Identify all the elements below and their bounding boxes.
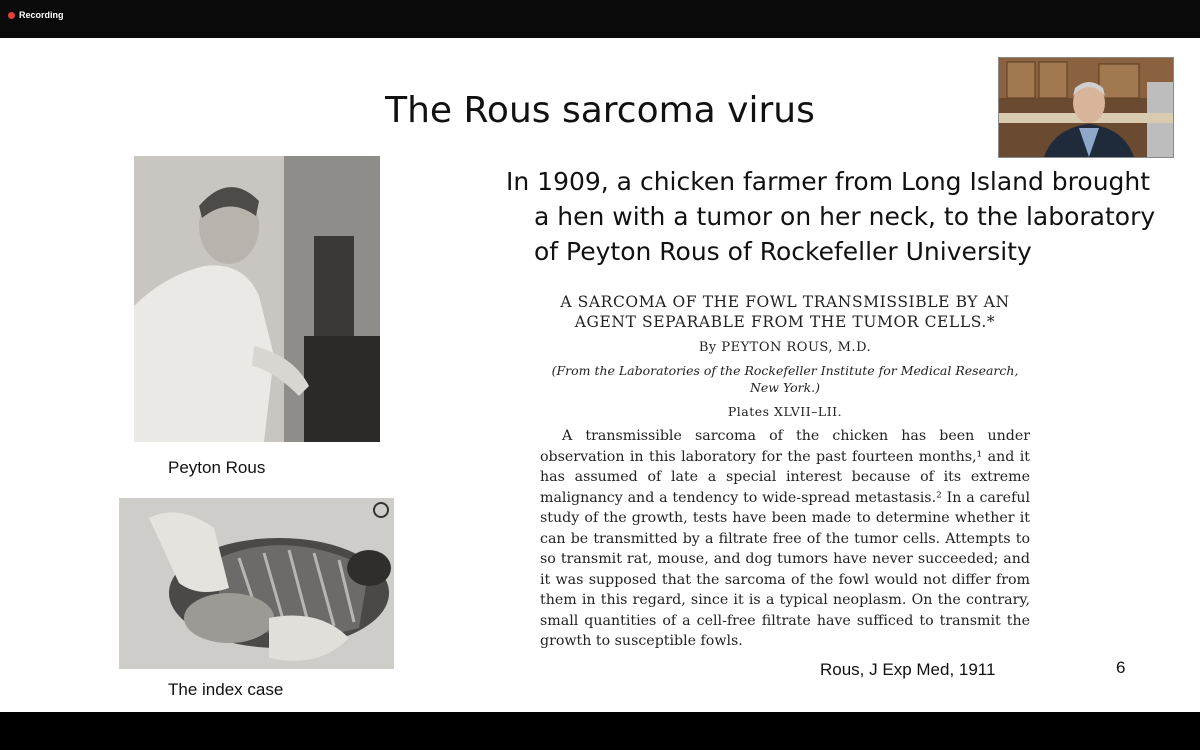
slide-title: The Rous sarcoma virus — [385, 90, 815, 131]
page-number: 6 — [1116, 658, 1126, 677]
speaker-video-tile[interactable] — [998, 57, 1174, 158]
index-case-photo — [119, 498, 394, 669]
slide-intro-text — [506, 164, 1166, 269]
intro-line-1: In 1909, a chicken farmer from Long Island brought — [506, 167, 1151, 196]
intro-line-2: a hen with a tumor on her neck, to the laboratory — [534, 202, 1156, 231]
citation: Rous, J Exp Med, 1911 — [820, 660, 996, 679]
paper-body: A transmissible sarcoma of the chicken has been under observation in this laboratory for the past fourteen months,¹ and it has assumed of late a special interest because of its extreme malignancy and a tendency to wide-spread metastasis.² In a careful study of the growth, tests have been made to determine whether it can be transmitted by a filtrate free of the tumor cells. Attempts to so transmit rat, mouse, and dog tumors have never succeeded; and it was supposed that the sarcoma of the fowl would not differ from them in this regard, since it is a typical neoplasm. On the contrary, small quantities of a cell-free filtrate have sufficed to transmit the growth to susceptible fowls. — [540, 428, 1030, 649]
scientist-microscope-image — [134, 156, 380, 442]
recording-label: Recording — [19, 10, 64, 20]
intro-line-3: of Peyton Rous of Rockefeller University — [534, 237, 1032, 266]
presentation-slide — [0, 38, 1200, 712]
peyton-rous-photo — [134, 156, 380, 442]
photo2-caption: The index case — [168, 680, 284, 699]
paper-title-line-2: AGENT SEPARABLE FROM THE TUMOR CELLS.* — [574, 313, 996, 331]
paper-excerpt — [540, 292, 1030, 652]
photo1-caption: Peyton Rous — [168, 458, 266, 477]
paper-author: By PEYTON ROUS, M.D. — [698, 340, 872, 355]
paper-title — [540, 292, 1030, 332]
top-toolbar — [0, 0, 1200, 38]
bottom-bar — [0, 712, 1200, 750]
paper-affiliation: (From the Laboratories of the Rockefeller Institute for Medical Research, New York.) — [551, 363, 1019, 395]
recording-indicator[interactable] — [8, 8, 64, 22]
speaker-video-image — [999, 58, 1173, 157]
hen-with-tumor-image — [119, 498, 394, 669]
paper-title-line-1: A SARCOMA OF THE FOWL TRANSMISSIBLE BY AN — [560, 293, 1010, 311]
record-dot-icon — [8, 12, 15, 19]
paper-plates: Plates XLVII–LII. — [727, 404, 843, 419]
